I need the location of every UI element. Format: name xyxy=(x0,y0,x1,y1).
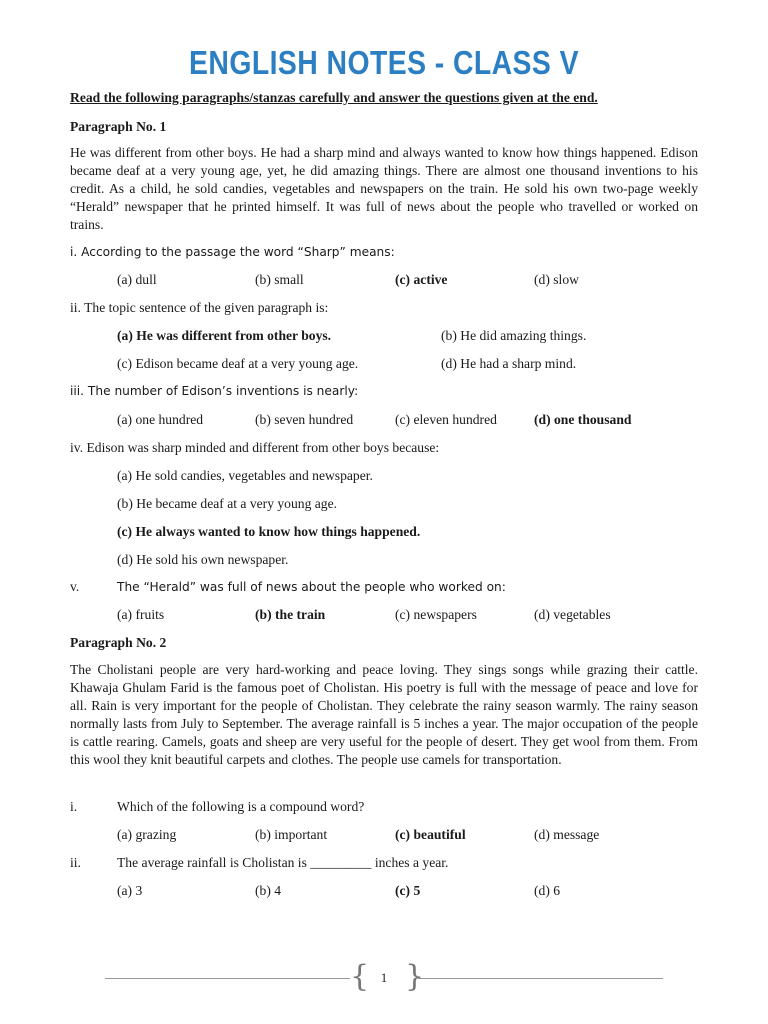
instructions: Read the following paragraphs/stanzas carefully and answer the questions given at the end. xyxy=(70,90,598,105)
p2-question-1: Which of the following is a compound word? xyxy=(117,799,365,814)
p1-question-3: iii. The number of Edison’s inventions is nearly: xyxy=(70,384,359,398)
p1-q3-option-c: (c) eleven hundred xyxy=(395,412,497,427)
p1-q1-option-d: (d) slow xyxy=(534,272,579,287)
paragraph-1-heading: Paragraph No. 1 xyxy=(70,119,167,134)
p2-question-2: The average rainfall is Cholistan is _________ inches a year. xyxy=(117,855,449,870)
p1-q1-option-c: (c) active xyxy=(395,272,448,287)
p1-q2-option-a: (a) He was different from other boys. xyxy=(117,328,332,343)
p2-q2-option-b: (b) 4 xyxy=(255,883,282,898)
p2-q2-option-a: (a) 3 xyxy=(117,883,143,898)
p1-question-2: ii. The topic sentence of the given paragraph is: xyxy=(70,300,329,315)
p2-q1-option-c: (c) beautiful xyxy=(395,827,466,842)
p1-question-5: The “Herald” was full of news about the people who worked on: xyxy=(117,580,506,594)
right-brace-ornament: } xyxy=(405,959,425,994)
p1-q5-option-b: (b) the train xyxy=(255,607,326,622)
p1-q3-option-d: (d) one thousand xyxy=(534,412,632,427)
footer-rule-left xyxy=(105,978,350,979)
p1-question-5-number: v. xyxy=(70,579,80,594)
p1-q2-option-c: (c) Edison became deaf at a very young age. xyxy=(117,356,359,371)
p1-q2-option-b: (b) He did amazing things. xyxy=(441,328,587,343)
left-brace-ornament: { xyxy=(350,959,370,994)
p1-q1-option-b: (b) small xyxy=(255,272,304,287)
p1-q5-option-a: (a) fruits xyxy=(117,607,165,622)
p2-q2-option-c: (c) 5 xyxy=(395,883,421,898)
p1-q1-option-a: (a) dull xyxy=(117,272,157,287)
paragraph-2-text: The Cholistani people are very hard-working and peace loving. They sings songs while grazing their cattle. Khawaja Ghulam Farid is the famous poet of Cholistan. His poetry is full with the message of peace and love for all. Rain is very important for the people of Cholistan. They celebrate the rainy season warmly. The rainy season normally lasts from July to September. The average rainfall is 5 inches a year. The major occupation of the people is cattle rearing. Camels, goats and sheep are very useful for the people of desert. They get wool from them. From this wool they knit beautiful carpets and clothes. The people use camels for transportation. xyxy=(70,662,698,767)
page-title: ENGLISH NOTES - CLASS V xyxy=(189,44,579,81)
p1-q4-option-a: (a) He sold candies, vegetables and newspaper. xyxy=(117,468,373,483)
p2-question-2-number: ii. xyxy=(70,855,81,870)
p2-q2-option-d: (d) 6 xyxy=(534,883,561,898)
paragraph-2-heading: Paragraph No. 2 xyxy=(70,635,167,650)
p1-q4-option-c: (c) He always wanted to know how things happened. xyxy=(117,524,421,539)
p1-q5-option-c: (c) newspapers xyxy=(395,607,477,622)
p2-q1-option-a: (a) grazing xyxy=(117,827,177,842)
p1-q5-option-d: (d) vegetables xyxy=(534,607,611,622)
p1-question-4: iv. Edison was sharp minded and different from other boys because: xyxy=(70,440,440,455)
paragraph-1-text: He was different from other boys. He had a sharp mind and always wanted to know how things happened. Edison became deaf at a very young age, yet, he did amazing things. There are almost one thousand inventions to his credit. As a child, he sold candies, vegetables and newspapers on the train. He sold his own two-page weekly “Herald” newspaper that he printed himself. It was full of news about the people who travelled or worked on trains. xyxy=(70,145,698,232)
p1-q3-option-b: (b) seven hundred xyxy=(255,412,354,427)
p1-q2-option-d: (d) He had a sharp mind. xyxy=(441,356,577,371)
page-number: 1 xyxy=(380,970,388,985)
p1-question-1: i. According to the passage the word “Sharp” means: xyxy=(70,245,395,259)
footer-rule-right xyxy=(418,978,663,979)
p2-question-1-number: i. xyxy=(70,799,78,814)
p2-q1-option-d: (d) message xyxy=(534,827,600,842)
p1-q4-option-d: (d) He sold his own newspaper. xyxy=(117,552,289,567)
p2-q1-option-b: (b) important xyxy=(255,827,328,842)
p1-q3-option-a: (a) one hundred xyxy=(117,412,204,427)
p1-q4-option-b: (b) He became deaf at a very young age. xyxy=(117,496,338,511)
